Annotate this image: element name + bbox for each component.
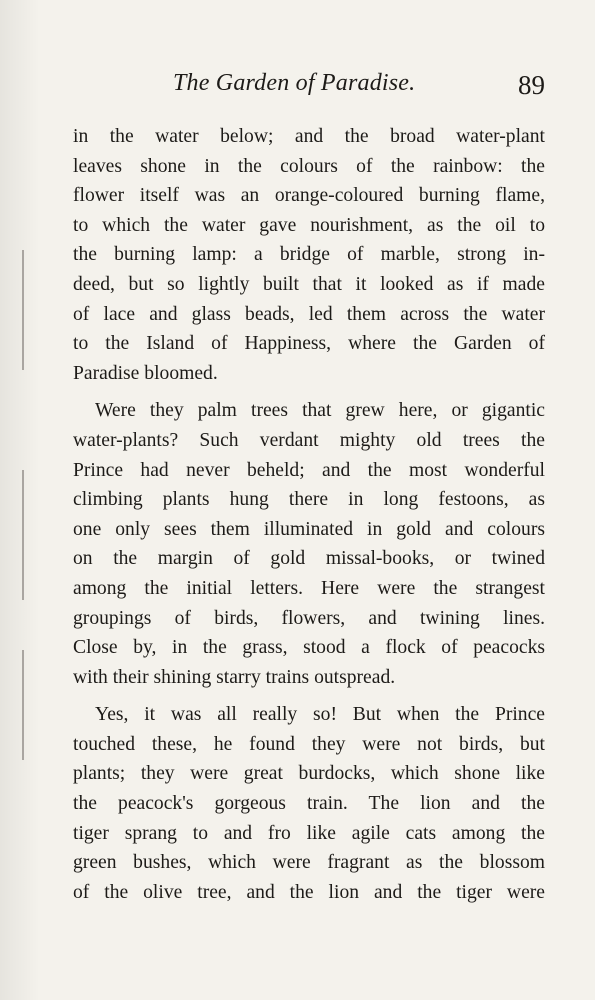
text-line: to the Island of Happiness, where the Garden of: [73, 333, 545, 355]
text-line: flower itself was an orange-coloured burning flame,: [73, 185, 545, 207]
paragraph-gap: [73, 692, 545, 700]
text-line: Close by, in the grass, stood a flock of peacocks: [73, 637, 545, 659]
gutter-mark: [22, 250, 24, 370]
text-line: climbing plants hung there in long festoons, as: [73, 489, 545, 511]
text-line: groupings of birds, flowers, and twining lines.: [73, 607, 545, 629]
text-line: water-plants? Such verdant mighty old trees the: [73, 429, 545, 451]
gutter-mark: [22, 470, 24, 600]
body-text: [73, 122, 545, 907]
text-line: plants; they were great burdocks, which shone like: [73, 763, 545, 785]
text-line: of the olive tree, and the lion and the tiger were: [73, 881, 545, 903]
page-number: 89: [518, 70, 545, 100]
text-line: of lace and glass beads, led them across the water: [73, 303, 545, 325]
paragraph-gap: [73, 388, 545, 396]
paragraph: [73, 396, 545, 692]
text-line: with their shining starry trains outspread.: [73, 666, 396, 688]
text-line: leaves shone in the colours of the rainbow: the: [73, 155, 545, 177]
page-gutter-shadow: [0, 0, 40, 1000]
text-line: Paradise bloomed.: [73, 362, 218, 384]
text-line: touched these, he found they were not birds, but: [73, 733, 545, 755]
text-line: among the initial letters. Here were the strangest: [73, 577, 545, 599]
page-header: [73, 70, 545, 106]
text-line: to which the water gave nourishment, as the oil to: [73, 214, 545, 236]
text-line: green bushes, which were fragrant as the blossom: [73, 852, 545, 874]
text-line: the peacock's gorgeous train. The lion and the: [73, 793, 545, 815]
paragraph: [73, 700, 545, 907]
text-line: tiger sprang to and fro like agile cats among the: [73, 822, 545, 844]
text-line: deed, but so lightly built that it looked as if made: [73, 273, 545, 295]
text-line: one only sees them illuminated in gold and colours: [73, 518, 545, 540]
text-line: the burning lamp: a bridge of marble, strong in-: [73, 244, 545, 266]
text-line: on the margin of gold missal-books, or twined: [73, 548, 545, 570]
text-line: Were they palm trees that grew here, or gigantic: [95, 400, 545, 422]
text-line: in the water below; and the broad water-plant: [73, 126, 545, 147]
gutter-mark: [22, 650, 24, 760]
running-title: The Garden of Paradise.: [173, 70, 416, 96]
text-line: Prince had never beheld; and the most wonderful: [73, 459, 545, 481]
text-line: Yes, it was all really so! But when the Prince: [95, 704, 545, 726]
paragraph: [73, 122, 545, 388]
